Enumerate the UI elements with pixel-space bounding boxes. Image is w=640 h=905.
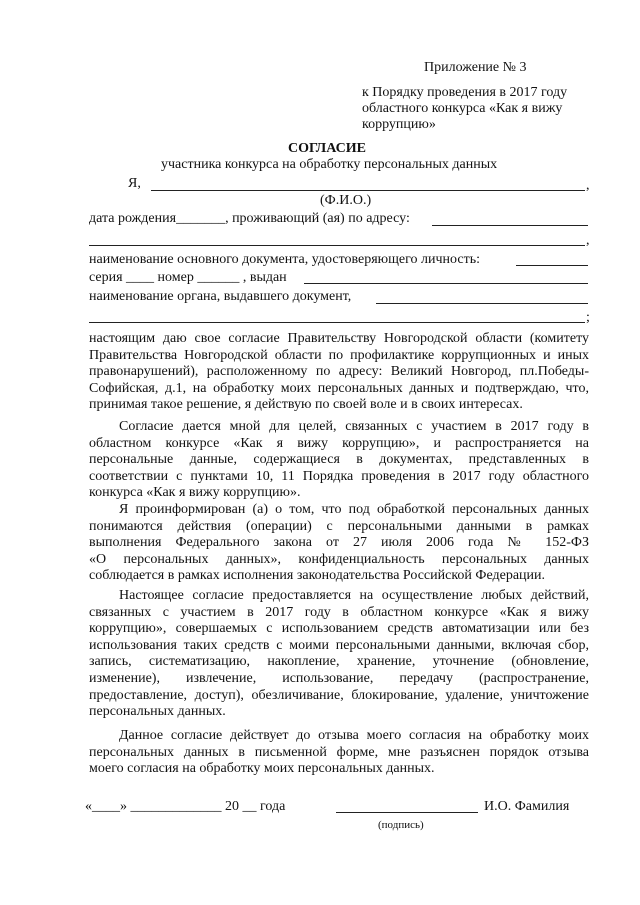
issuer-field[interactable]	[376, 303, 588, 304]
ya-label: Я,	[128, 176, 141, 191]
signature-field[interactable]	[336, 812, 478, 813]
paragraph-validity	[89, 728, 589, 778]
text-line: изменение), извлечение, использование, передачу (распространение,	[89, 670, 589, 686]
fio-caption: (Ф.И.О.)	[320, 193, 372, 208]
text-line: Правительства Новгородской области по профилактике коррупционных и иных	[89, 347, 589, 363]
text-line: персональных данных в письменной форме, мне разъяснен порядок отзыва	[89, 744, 589, 760]
text-line: связанных с участием в 2017 году в областном конкурсе «Как я вижу	[89, 604, 589, 620]
text-line: персональных данных.	[89, 704, 226, 720]
text-line: Софийская, д.1, на обработку моих персональных данных и подтверждаю, что,	[89, 380, 589, 396]
text-line: Настоящее согласие предоставляется на осуществление любых действий,	[119, 588, 589, 603]
fio-field[interactable]	[151, 190, 585, 191]
text-line: персональные данные, содержащиеся в документах, представленных в	[89, 452, 589, 468]
comma: ,	[586, 178, 590, 193]
text-line: конкурса «Как я вижу коррупцию».	[89, 485, 301, 501]
semicolon: ;	[586, 310, 590, 325]
paragraph-purpose	[89, 419, 589, 502]
text-line: использования таких средств с моими персональными данными, включая сбор,	[89, 637, 589, 653]
text-line: «О персональных данных», конфиденциальность персональных данных	[89, 551, 589, 567]
appendix-title: Приложение № 3	[424, 60, 527, 75]
appendix-line: коррупцию»	[362, 117, 436, 132]
document-label: наименование основного документа, удостоверяющего личность:	[89, 252, 480, 267]
document-title: СОГЛАСИЕ	[288, 141, 366, 156]
series-number-label: серия ____ номер ______ , выдан	[89, 270, 287, 285]
paragraph-actions	[89, 588, 589, 721]
text-line: Данное согласие действует до отзыва моего согласия на обработку моих	[119, 728, 589, 743]
document-subtitle: участника конкурса на обработку персональных данных	[161, 157, 498, 172]
text-line: выполнения Федерального закона от 27 июля 2006 года № 152-ФЗ	[89, 535, 589, 551]
signature-name: И.О. Фамилия	[484, 799, 570, 814]
paragraph-informed	[89, 502, 589, 585]
birth-address-label: дата рождения_______, проживающий (ая) по адресу:	[89, 211, 410, 226]
issuer-field-2[interactable]	[89, 322, 585, 323]
appendix-line: к Порядку проведения в 2017 году	[362, 85, 568, 100]
text-line: моего согласия на обработку моих персональных данных.	[89, 761, 435, 777]
issued-field[interactable]	[304, 283, 588, 284]
address-field[interactable]	[432, 225, 588, 226]
signature-date: «____» _____________ 20 __ года	[85, 799, 286, 814]
text-line: принимая такое решение, я действую по своей воле и в своих интересах.	[89, 397, 523, 413]
text-line: соблюдается в рамках исполнения законодательства Российской Федерации.	[89, 568, 546, 584]
issuer-label: наименование органа, выдавшего документ,	[89, 289, 352, 304]
text-line: правонарушений), расположенному по адресу: Великий Новгород, пл.Победы-	[89, 364, 589, 380]
document-field[interactable]	[516, 265, 588, 266]
text-line: предоставление, доступ), обезличивание, блокирование, удаление, уничтожение	[89, 687, 589, 703]
address-field-2[interactable]	[89, 245, 585, 246]
comma: ,	[586, 233, 590, 248]
signature-caption: (подпись)	[378, 819, 424, 831]
text-line: коррупцию», совершаемых с использованием средств автоматизации или без	[89, 621, 589, 637]
text-line: Я проинформирован (а) о том, что под обработкой персональных данных	[119, 502, 589, 517]
appendix-line: областного конкурса «Как я вижу	[362, 101, 563, 116]
text-line: настоящим даю свое согласие Правительству Новгородской области (комитету	[89, 331, 589, 346]
text-line: понимаются действия (операции) с персональными данными в рамках	[89, 518, 589, 534]
text-line: запись, систематизацию, накопление, хранение, уточнение (обновление,	[89, 654, 589, 670]
text-line: Согласие дается мной для целей, связанных с участием в 2017 году в	[119, 419, 589, 434]
text-line: областном конкурсе «Как я вижу коррупцию», и распространяется на	[89, 435, 589, 451]
paragraph-consent	[89, 331, 589, 414]
text-line: соответствии с пунктами 10, 11 Порядка проведения в 2017 году областного	[89, 468, 589, 484]
